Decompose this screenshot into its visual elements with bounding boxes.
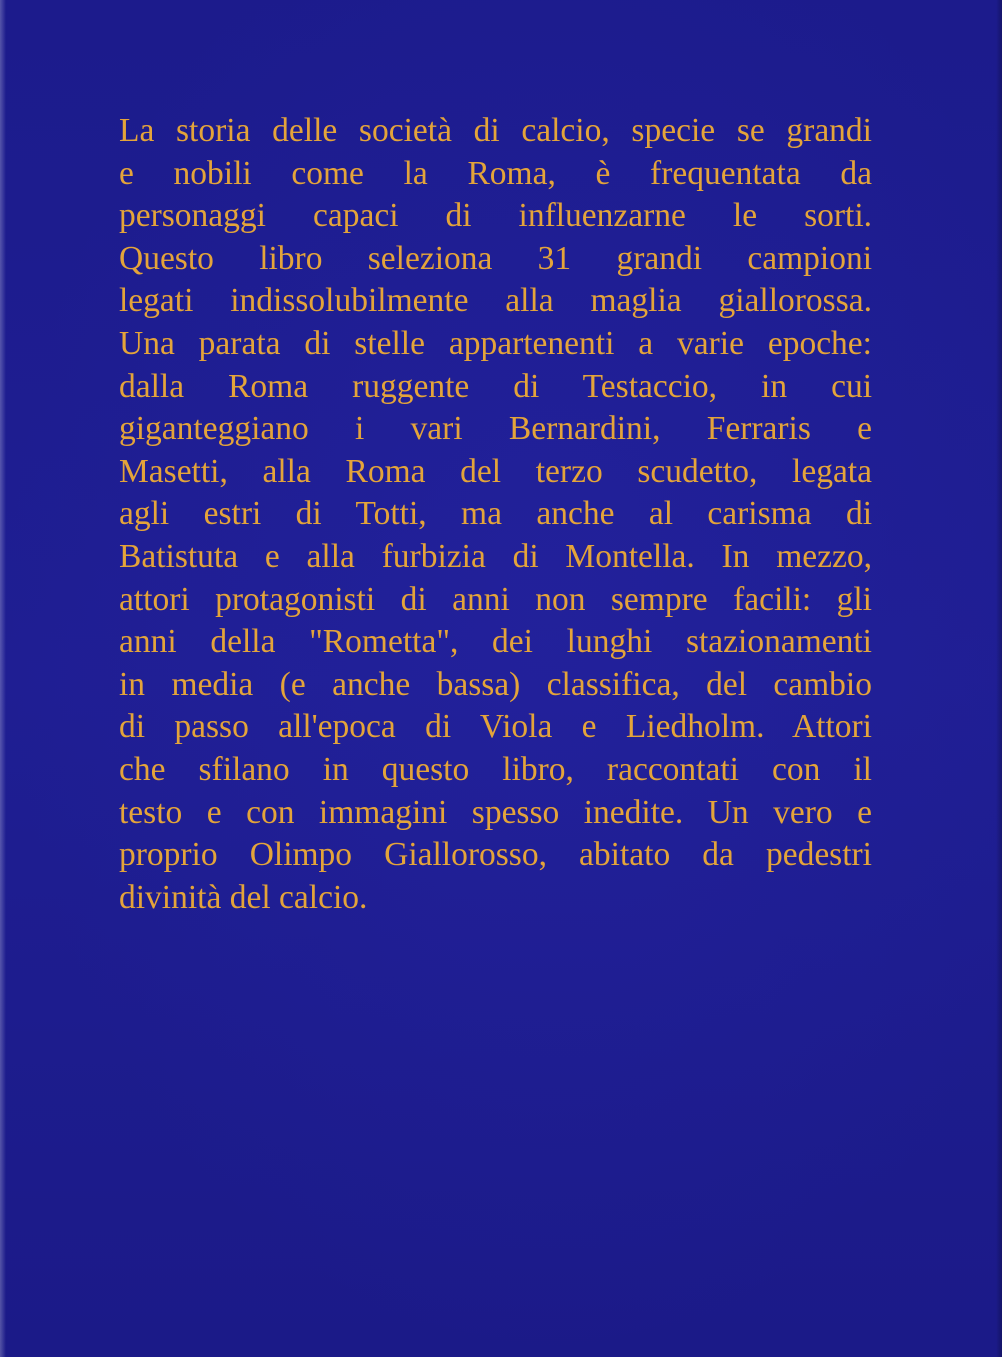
blurb-line: legati indissolubilmente alla maglia giallorossa. — [119, 282, 872, 320]
blurb-line: Masetti, alla Roma del terzo scudetto, legata — [119, 452, 872, 490]
blurb-line: di passo all'epoca di Viola e Liedholm. Attori — [119, 708, 872, 746]
blurb-line: dalla Roma ruggente di Testaccio, in cui — [119, 367, 872, 405]
blurb-line: La storia delle società di calcio, specie se grandi — [119, 112, 872, 149]
blurb-line: anni della "Rometta", dei lunghi stazionamenti — [119, 623, 872, 661]
blurb-line: personaggi capaci di influenzarne le sorti. — [119, 197, 872, 235]
cover-blurb — [119, 110, 872, 919]
blurb-line: proprio Olimpo Giallorosso, abitato da pedestri — [119, 836, 872, 874]
blurb-line: agli estri di Totti, ma anche al carisma di — [119, 495, 872, 533]
blurb-line: Questo libro seleziona 31 grandi campioni — [119, 239, 872, 277]
blurb-line: e nobili come la Roma, è frequentata da — [119, 154, 872, 192]
blurb-line: giganteggiano i vari Bernardini, Ferraris e — [119, 410, 872, 448]
blurb-line: Batistuta e alla furbizia di Montella. In mezzo, — [119, 537, 872, 575]
blurb-line: in media (e anche bassa) classifica, del cambio — [119, 665, 872, 703]
blurb-line: che sfilano in questo libro, raccontati con il — [119, 750, 872, 788]
blurb-line: attori protagonisti di anni non sempre facili: gli — [119, 580, 872, 618]
blurb-line: Una parata di stelle appartenenti a varie epoche: — [119, 324, 872, 362]
blurb-line: testo e con immagini spesso inedite. Un vero e — [119, 793, 872, 831]
blurb-line: divinità del calcio. — [119, 878, 368, 916]
